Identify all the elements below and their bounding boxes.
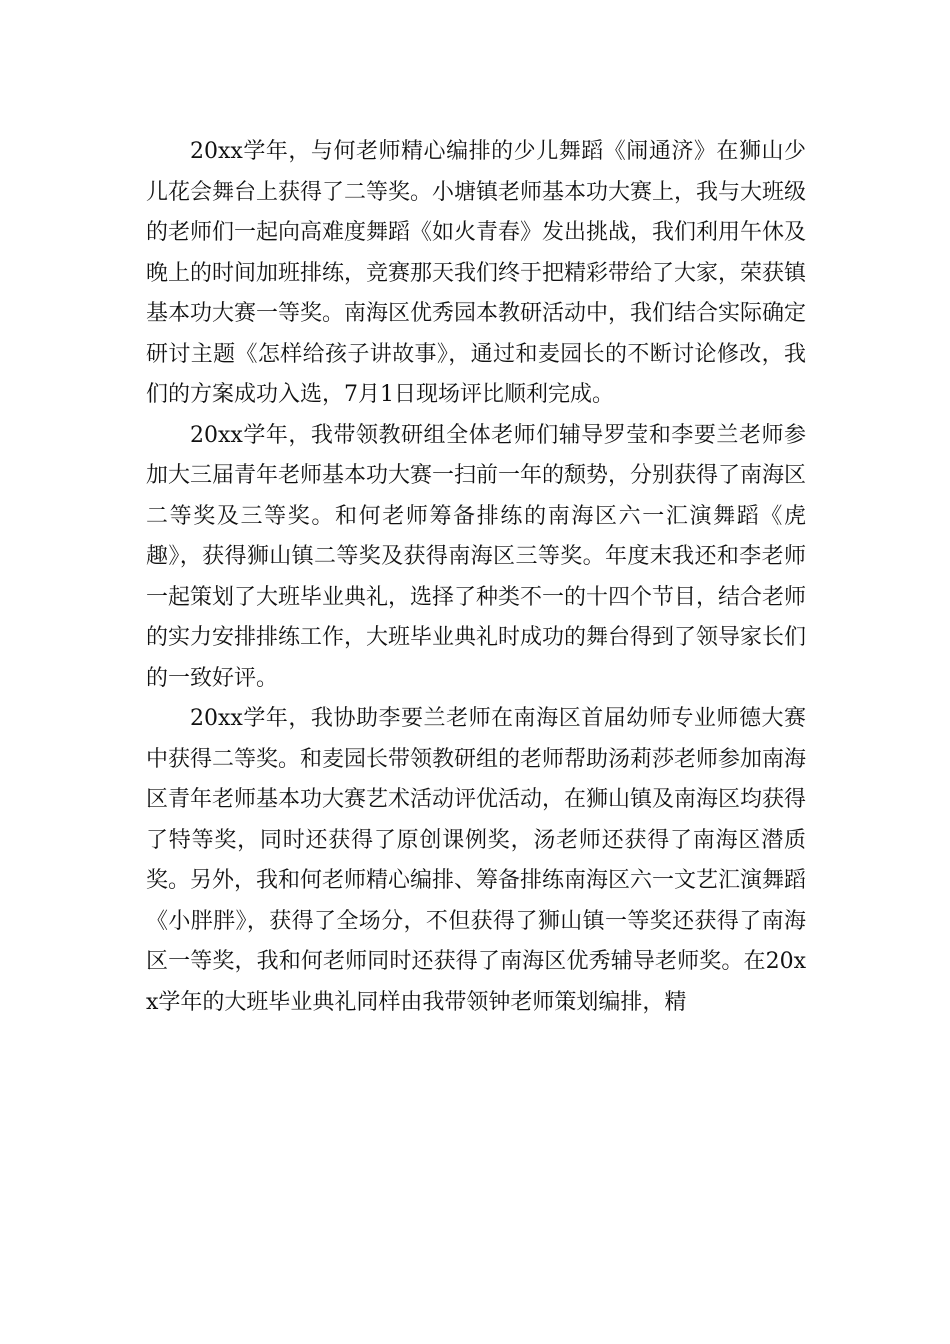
paragraph-1: 20xx学年，与何老师精心编排的少儿舞蹈《闹通济》在狮山少儿花会舞台上获得了二等奖。小塘镇老师基本功大赛上，我与大班级的老师们一起向高难度舞蹈《如火青春》发出挑战，我们利用午休及晚上的时间加班排练，竞赛那天我们终于把精彩带给了大家，荣获镇基本功大赛一等奖。南海区优秀园本教研活动中，我们结合实际确定研讨主题《怎样给孩子讲故事》，通过和麦园长的不断讨论修改，我们的方案成功入选，7月1日现场评比顺利完成。 xyxy=(146,139,807,407)
document-page xyxy=(146,132,806,1023)
paragraph-2: 20xx学年，我带领教研组全体老师们辅导罗莹和李要兰老师参加大三届青年老师基本功大赛一扫前一年的颓势，分别获得了南海区二等奖及三等奖。和何老师筹备排练的南海区六一汇演舞蹈《虎趣》，获得狮山镇二等奖及获得南海区三等奖。年度末我还和李老师一起策划了大班毕业典礼，选择了种类不一的十四个节目，结合老师的实力安排排练工作，大班毕业典礼时成功的舞台得到了领导家长们的一致好评。 xyxy=(146,422,807,691)
paragraph-3: 20xx学年，我协助李要兰老师在南海区首届幼师专业师德大赛中获得二等奖。和麦园长带领教研组的老师帮助汤莉莎老师参加南海区青年老师基本功大赛艺术活动评优活动，在狮山镇及南海区均获得了特等奖，同时还获得了原创课例奖，汤老师还获得了南海区潜质奖。另外，我和何老师精心编排、筹备排练南海区六一文艺汇演舞蹈《小胖胖》，获得了全场分，不但获得了狮山镇一等奖还获得了南海区一等奖，我和何老师同时还获得了南海区优秀辅导老师奖。在20xx学年的大班毕业典礼同样由我带领钟老师策划编排，精 xyxy=(146,706,807,1015)
